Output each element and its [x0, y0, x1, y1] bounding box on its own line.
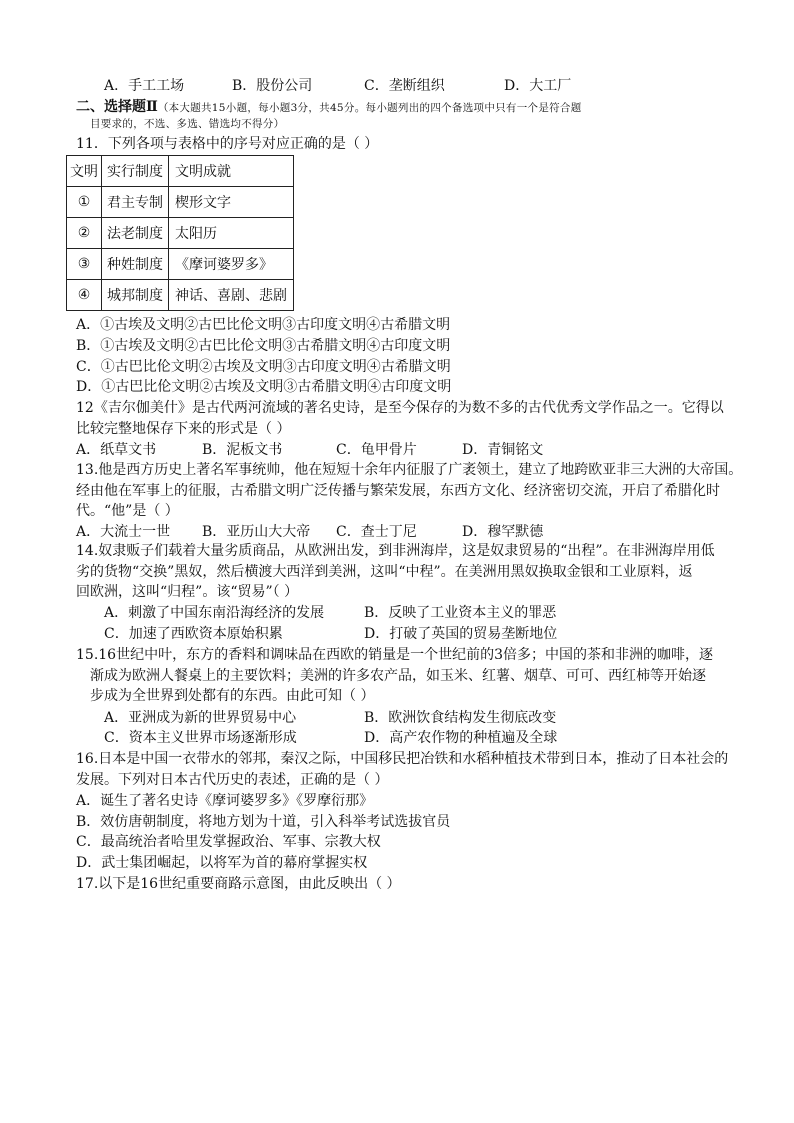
q16-option-a: A．诞生了著名史诗《摩诃婆罗多》《罗摩衍那》 — [76, 793, 374, 809]
section2-note-line2: 目要求的，不选、多选、错选均不得分） — [90, 118, 285, 130]
q11-option-b: B．①古埃及文明②古巴比伦文明③古希腊文明④古印度文明 — [76, 338, 451, 354]
q12-option-a: A．纸草文书 — [76, 442, 157, 458]
q12-option-d: D．青铜铭文 — [462, 442, 544, 458]
table-header: 文明 — [67, 156, 102, 187]
q14-option-b: B．反映了工业资本主义的罪恶 — [364, 605, 557, 621]
q15-option-a: A．亚洲成为新的世界贸易中心 — [104, 710, 297, 726]
q13-option-d: D．穆罕默德 — [462, 524, 544, 540]
q13-stem-line3: 代。“他”是（ ） — [76, 503, 179, 519]
table-cell: 君主专制 — [102, 187, 169, 218]
q14-stem-line1: 14.奴隶贩子们载着大量劣质商品，从欧洲出发，到非洲海岸，这是奴隶贸易的“出程”。在非洲海岸用低 — [76, 543, 715, 559]
q13-option-b: B．亚历山大大帝 — [202, 524, 311, 540]
section2-note-line1: （本大题共15小题，每小题3分，共45分。每小题列出的四个备选项中只有一个是符合题 — [157, 102, 582, 114]
q13-option-a: A．大流士一世 — [76, 524, 171, 540]
table-cell: 《摩诃婆罗多》 — [169, 249, 294, 280]
q14-option-c: C．加速了西欧资本原始积累 — [104, 626, 283, 642]
q12-option-c: C．龟甲骨片 — [336, 442, 417, 458]
table-header: 文明成就 — [169, 156, 294, 187]
q11-option-d: D．①古巴比伦文明②古埃及文明③古希腊文明④古印度文明 — [76, 379, 452, 395]
q16-stem-line2: 发展。下列对日本古代历史的表述，正确的是（ ） — [76, 772, 389, 788]
q17-stem: 17.以下是16世纪重要商路示意图，由此反映出（ ） — [76, 876, 401, 892]
q16-option-d: D．武士集团崛起，以将军为首的幕府掌握实权 — [76, 855, 368, 871]
q11-stem: 11．下列各项与表格中的序号对应正确的是（ ） — [76, 136, 379, 152]
q12-option-b: B．泥板文书 — [202, 442, 283, 458]
table-cell: 城邦制度 — [102, 280, 169, 311]
q15-stem-line1: 15.16世纪中叶，东方的香料和调味品在西欧的销量是一个世纪前的3倍多；中国的茶和非洲的咖啡，逐 — [76, 647, 713, 663]
q11-table — [66, 155, 294, 311]
q11-option-a: A．①古埃及文明②古巴比伦文明③古印度文明④古希腊文明 — [76, 317, 451, 333]
q13-stem-line1: 13.他是西方历史上著名军事统帅，他在短短十余年内征服了广袤领土，建立了地跨欧亚非三大洲的大帝国。 — [76, 462, 743, 478]
q14-option-a: A．刺激了中国东南沿海经济的发展 — [104, 605, 325, 621]
q16-option-b: B．效仿唐朝制度，将地方划为十道，引入科举考试选拔官员 — [76, 814, 451, 830]
table-cell: 种姓制度 — [102, 249, 169, 280]
q14-stem-line3: 回欧洲，这叫“归程”。该“贸易”（ ） — [76, 584, 299, 600]
table-cell: 太阳历 — [169, 218, 294, 249]
q13-option-c: C．查士丁尼 — [336, 524, 417, 540]
table-row — [67, 218, 294, 249]
q15-option-d: D．高产农作物的种植遍及全球 — [364, 730, 558, 746]
q14-stem-line2: 劣的货物“交换”黑奴，然后横渡大西洋到美洲，这叫“中程”。在美洲用黑奴换取金银和工业原料，返 — [76, 564, 693, 580]
table-cell: 神话、喜剧、悲剧 — [169, 280, 294, 311]
q12-stem-line1: 12《吉尔伽美什》是古代两河流域的著名史诗，是至今保存的为数不多的古代优秀文学作品之一。它得以 — [76, 400, 724, 416]
q12-stem-line2: 比较完整地保存下来的形式是（ ） — [76, 421, 291, 437]
table-cell: 法老制度 — [102, 218, 169, 249]
table-cell: 楔形文字 — [169, 187, 294, 218]
q15-option-b: B．欧洲饮食结构发生彻底改变 — [364, 710, 557, 726]
q16-stem-line1: 16.日本是中国一衣带水的邻邦，秦汉之际，中国移民把冶铁和水稻种植技术带到日本，推动了日本社会的 — [76, 751, 729, 767]
q10-option-a: A．手工工场 — [104, 78, 185, 94]
q13-stem-line2: 经由他在军事上的征服，古希腊文明广泛传播与繁荣发展，东西方文化、经济密切交流，开启了希腊化时 — [76, 483, 720, 499]
q16-option-c: C．最高统治者哈里发掌握政治、军事、宗教大权 — [76, 834, 381, 850]
table-row — [67, 280, 294, 311]
table-header-row — [67, 156, 294, 187]
table-cell: ② — [67, 218, 102, 249]
table-header: 实行制度 — [102, 156, 169, 187]
q15-stem-line3: 步成为全世界到处都有的东西。由此可知（ ） — [90, 688, 375, 704]
section2-title: 二、选择题Ⅱ — [76, 99, 158, 115]
q10-option-b: B．股份公司 — [232, 78, 313, 94]
q15-option-c: C．资本主义世界市场逐渐形成 — [104, 730, 297, 746]
table-row — [67, 249, 294, 280]
q15-stem-line2: 渐成为欧洲人餐桌上的主要饮料；美洲的许多农产品，如玉米、红薯、烟草、可可、西红柿等开始逐 — [90, 668, 706, 684]
table-row — [67, 187, 294, 218]
q14-option-d: D．打破了英国的贸易垄断地位 — [364, 626, 558, 642]
q10-option-c: C．垄断组织 — [364, 78, 445, 94]
table-cell: ① — [67, 187, 102, 218]
table-cell: ③ — [67, 249, 102, 280]
q11-option-c: C．①古巴比伦文明②古埃及文明③古印度文明④古希腊文明 — [76, 359, 451, 375]
table-cell: ④ — [67, 280, 102, 311]
q10-option-d: D．大工厂 — [504, 78, 572, 94]
